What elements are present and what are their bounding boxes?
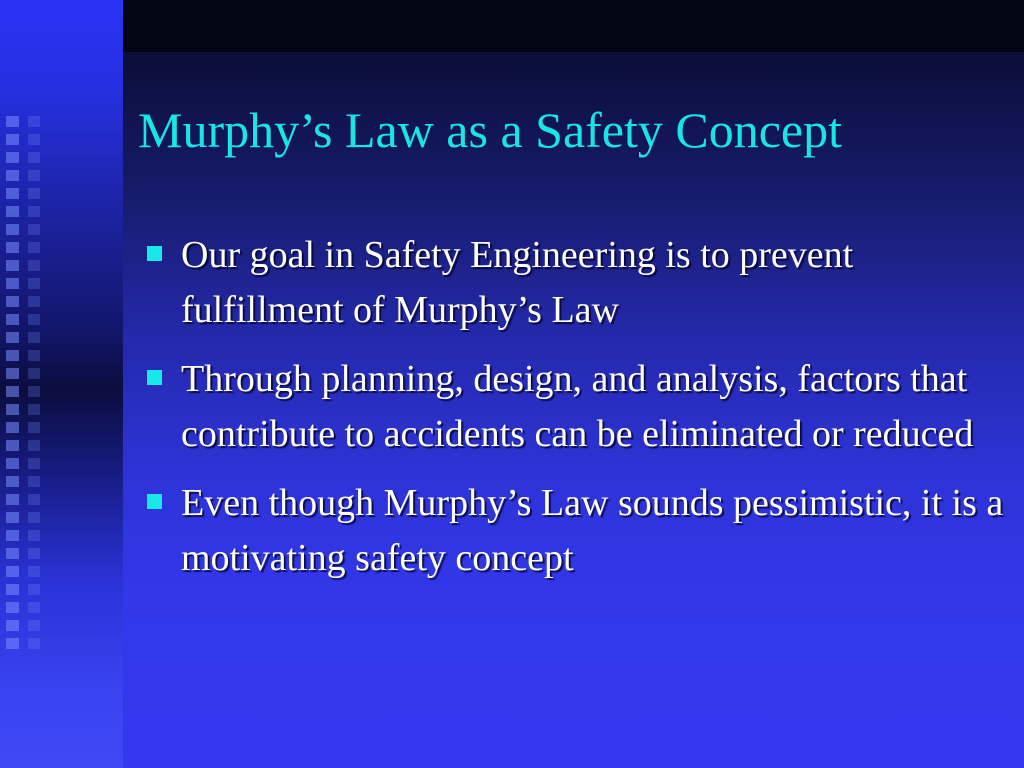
slide-title: Murphy’s Law as a Safety Concept [138, 102, 843, 158]
bullet-list [145, 228, 1015, 600]
bullet-item [145, 228, 1015, 338]
bullet-item [145, 476, 1015, 586]
top-dark-band [123, 0, 1024, 52]
square-bullet-icon [147, 246, 162, 261]
bullet-text: Even though Murphy’s Law sounds pessimistic, it is a motivating safety concept [181, 482, 1004, 579]
left-decorative-strip [0, 0, 123, 768]
square-bullet-icon [147, 370, 162, 385]
bullet-text: Through planning, design, and analysis, factors that contribute to accidents can be eliminated or reduced [181, 358, 974, 455]
square-pattern-decoration-secondary [28, 116, 40, 656]
square-bullet-icon [147, 494, 162, 509]
bullet-text: Our goal in Safety Engineering is to prevent fulfillment of Murphy’s Law [181, 234, 854, 331]
square-pattern-decoration [6, 116, 30, 656]
bullet-item [145, 352, 1015, 462]
